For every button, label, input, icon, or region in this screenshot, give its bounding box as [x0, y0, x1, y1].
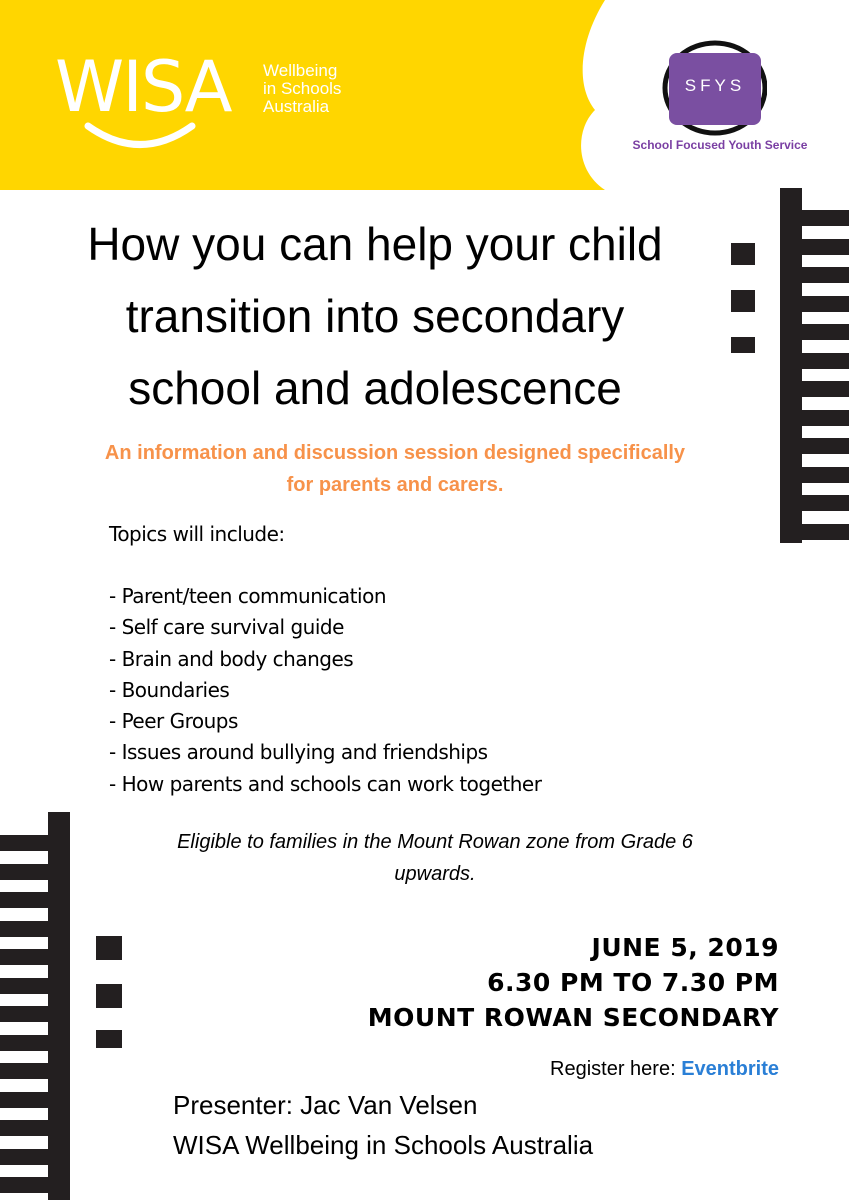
wisa-subtext	[263, 62, 341, 116]
eligibility-line: Eligible to families in the Mount Rowan zone from Grade 6	[177, 831, 693, 853]
ladder-rung	[0, 978, 50, 994]
presenter-name: Presenter: Jac Van Velsen	[173, 1090, 478, 1120]
topics-list	[109, 581, 541, 800]
ladder-rung	[800, 438, 849, 454]
presenter-info	[173, 1085, 593, 1165]
decor-square	[731, 337, 755, 353]
event-date: JUNE 5, 2019	[591, 933, 779, 962]
eventbrite-link[interactable]: Eventbrite	[681, 1058, 779, 1080]
register-label: Register here:	[550, 1058, 682, 1080]
list-item: - Peer Groups	[109, 709, 238, 734]
decor-square	[731, 290, 755, 312]
ladder-rung	[0, 1092, 50, 1108]
ladder-rung	[0, 1120, 50, 1136]
eligibility-line: upwards.	[394, 863, 476, 885]
ladder-rung	[800, 324, 849, 340]
ladder-rung	[800, 524, 849, 540]
ladder-rung	[800, 296, 849, 312]
ladder-rung	[800, 267, 849, 283]
list-item: - Boundaries	[109, 677, 230, 702]
right-ladder-rail	[780, 188, 802, 543]
eligibility-note	[90, 826, 780, 890]
list-item: - Issues around bullying and friendships	[109, 740, 488, 765]
ladder-rung	[800, 381, 849, 397]
decor-square	[96, 1030, 122, 1048]
ladder-rung	[0, 892, 50, 908]
ladder-rung	[0, 835, 50, 851]
wisa-subtext-line: Australia	[263, 97, 330, 116]
subtitle-line: An information and discussion session designed specifically	[104, 442, 686, 464]
ladder-rung	[800, 467, 849, 483]
ladder-rung	[0, 1177, 50, 1193]
title-line: transition into secondary	[125, 290, 625, 342]
sfys-caption: School Focused Youth Service	[632, 138, 808, 152]
ladder-rung	[800, 495, 849, 511]
wisa-logo-text: WISA	[55, 46, 231, 128]
subtitle	[40, 437, 750, 501]
list-item: - Self care survival guide	[109, 615, 344, 640]
ladder-rung	[800, 410, 849, 426]
topics-section	[109, 519, 541, 800]
topics-heading: Topics will include:	[109, 522, 285, 546]
wisa-logo	[55, 46, 231, 128]
list-item: - Parent/teen communication	[109, 584, 386, 608]
subtitle-line: for parents and carers.	[286, 474, 504, 496]
sfys-logo	[659, 38, 767, 138]
decor-square	[731, 243, 755, 265]
wisa-subtext-line: Wellbeing	[263, 61, 338, 80]
left-ladder-rail	[48, 812, 70, 1200]
ladder-rung	[0, 864, 50, 880]
ladder-rung	[800, 210, 849, 226]
ladder-rung	[0, 1006, 50, 1022]
ladder-rung	[0, 949, 50, 965]
event-time: 6.30 PM TO 7.30 PM	[487, 968, 779, 997]
ladder-rung	[0, 1063, 50, 1079]
title-line: school and adolescence	[128, 362, 622, 414]
ladder-rung	[800, 239, 849, 255]
ladder-rung	[0, 1149, 50, 1165]
ladder-rung	[0, 1035, 50, 1051]
list-item: - How parents and schools can work together	[109, 771, 542, 796]
event-venue: MOUNT ROWAN SECONDARY	[367, 1003, 779, 1032]
decor-square	[96, 936, 122, 960]
ladder-rung	[0, 921, 50, 937]
wisa-subtext-line: in Schools	[263, 79, 342, 98]
list-item: - Brain and body changes	[109, 646, 354, 671]
event-details	[368, 930, 779, 1035]
page-title	[40, 208, 710, 424]
presenter-org: WISA Wellbeing in Schools Australia	[173, 1130, 594, 1160]
ladder-rung	[800, 353, 849, 369]
register-line	[550, 1058, 779, 1081]
smile-icon	[80, 118, 200, 158]
decor-square	[96, 984, 122, 1008]
title-line: How you can help your child	[87, 218, 663, 270]
sfys-logo-text: SFYS	[684, 76, 746, 95]
